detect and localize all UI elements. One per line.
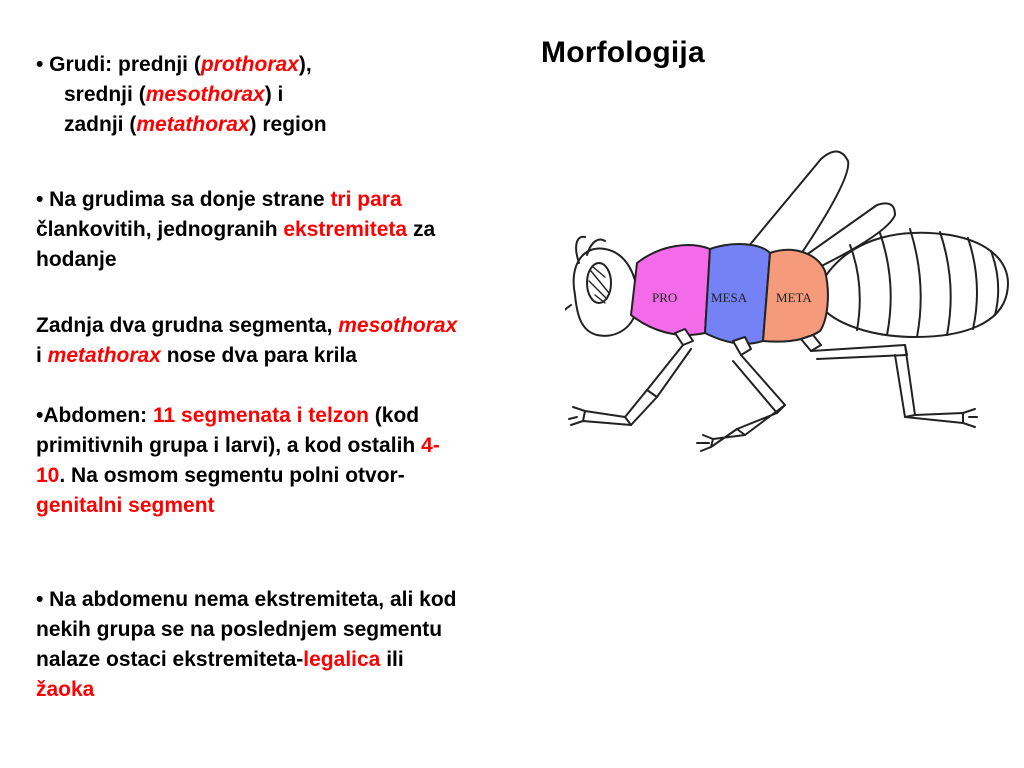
text-line xyxy=(36,215,435,245)
middle-leg xyxy=(697,337,785,451)
term-metathorax: metathorax xyxy=(136,113,250,136)
text-line xyxy=(36,80,327,110)
head xyxy=(565,237,637,336)
text-run: nalaze ostaci ekstremiteta- xyxy=(36,648,304,671)
text-run: zadnji ( xyxy=(64,113,137,136)
term-tri-para: tri para xyxy=(330,188,402,211)
text-line xyxy=(36,645,456,675)
term-mesothorax: mesothorax xyxy=(338,314,458,337)
text-run: ) i xyxy=(264,83,284,106)
abdomen-appendages-paragraph xyxy=(36,585,456,705)
term-ekstremiteta: ekstremiteta xyxy=(283,218,408,241)
term-range: 10 xyxy=(36,464,60,487)
term-mesothorax: mesothorax xyxy=(145,83,265,106)
text-run: •Abdomen: xyxy=(36,404,154,427)
text-run: nose dva para krila xyxy=(160,344,357,367)
text-run: (kod xyxy=(368,404,420,427)
text-run: . Na osmom segmentu polni otvor- xyxy=(59,464,405,487)
text-run: ), xyxy=(298,53,312,76)
abdomen-paragraph xyxy=(36,401,440,521)
term-metathorax: metathorax xyxy=(47,344,161,367)
term-legalica: legalica xyxy=(303,648,381,671)
text-run: ) region xyxy=(249,113,327,136)
hind-leg xyxy=(801,335,977,427)
text-line xyxy=(36,431,440,461)
term-segments: 11 segmenata i telzon xyxy=(153,404,369,427)
text-line xyxy=(36,401,440,431)
thorax-regions-paragraph xyxy=(36,50,327,140)
mouthparts xyxy=(565,305,571,311)
text-line: hodanje xyxy=(36,248,117,271)
text-run: srednji ( xyxy=(64,83,146,106)
term-genital-segment: genitalni segment xyxy=(36,494,215,517)
text-line xyxy=(36,311,457,341)
text-line xyxy=(36,50,327,80)
text-line xyxy=(36,461,440,491)
text-run: • Na grudima sa donje strane xyxy=(36,188,331,211)
term-prothorax: prothorax xyxy=(200,53,299,76)
text-run: primitivnih grupa i larvi), a kod ostalih xyxy=(36,434,422,457)
text-line xyxy=(36,110,327,140)
front-leg xyxy=(569,329,693,425)
text-line: nekih grupa se na poslednjem segmentu xyxy=(36,618,443,641)
label-pro: PRO xyxy=(652,290,678,305)
text-run: • Grudi: prednji ( xyxy=(36,53,201,76)
text-line: • Na abdomenu nema ekstremiteta, ali kod xyxy=(36,588,457,611)
insect-morphology-diagram xyxy=(565,145,1010,460)
label-mesa: MESA xyxy=(711,290,748,305)
wings-paragraph xyxy=(36,311,457,371)
text-line xyxy=(36,185,435,215)
slide-title: Morfologija xyxy=(541,36,705,69)
text-run: ili xyxy=(380,648,404,671)
label-meta: META xyxy=(776,290,812,305)
text-run: člankovitih, jednogranih xyxy=(36,218,284,241)
text-line xyxy=(36,341,457,371)
legs-paragraph xyxy=(36,185,435,275)
term-range: 4- xyxy=(421,434,440,457)
text-run: i xyxy=(36,344,48,367)
term-zaoka: žaoka xyxy=(36,678,95,701)
text-run: Zadnja dva grudna segmenta, xyxy=(36,314,339,337)
text-run: za xyxy=(407,218,436,241)
